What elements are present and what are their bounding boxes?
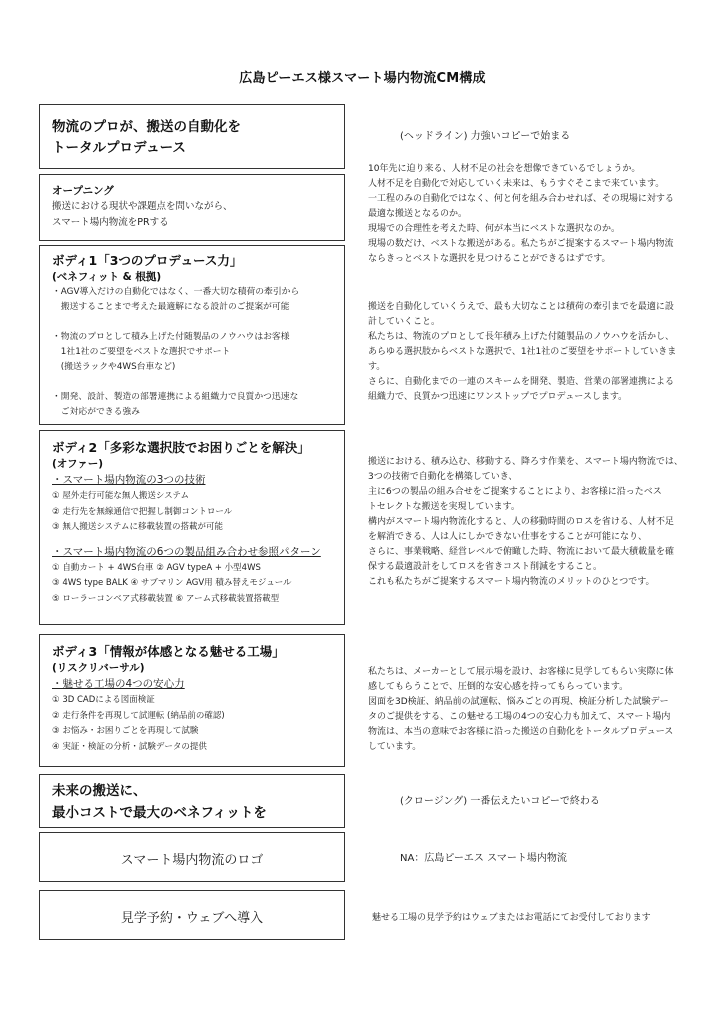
body1-subheading: (ベネフィット & 根拠) <box>52 271 162 283</box>
body3-box <box>39 634 345 767</box>
body1-points: ・AGV導入だけの自動化ではなく、一番大切な積荷の牽引から 搬送することまで考えた最適解になる設計のご提案が可能 ・物流のプロとして積み上げた付随製品のノウハウはお客様 1社1社のご要望をベストな選択でサポート (搬送ラックや4WS台車など) ・開発、設計、製造の部署連携による組織力で良質かつ迅速な ご対応ができる強み <box>52 287 300 417</box>
headline-box <box>39 104 345 169</box>
body3-subheading: (リスクリバーサル) <box>52 662 145 674</box>
body1-script: 搬送を自動化していくうえで、最も大切なことは積荷の牽引までを最適に設 計していくこと。 私たちは、物流のプロとして長年積み上げた付随製品のノウハウを活かし、 あらゆる選択肢からベストな選択で、1社1社のご要望をサポートしていきま す。 さらに、自動化までの一連のスキームを開発、製造、営業の部署連携による 組織力で、良質かつ迅速にワンストップでプロデュースします。 <box>368 302 677 402</box>
list-item: ③ お悩み・お困りごとを再現して試験 <box>52 726 199 736</box>
list-item: ① 3D CADによる図面検証 <box>52 695 155 705</box>
body2-tech-heading: ・スマート場内物流の3つの技術 <box>52 474 206 486</box>
closing-note: (クロージング) 一番伝えたいコピーで終わる <box>400 796 600 807</box>
body2-tech-list <box>52 489 321 536</box>
closing-copy: 未来の搬送に、 最小コストで最大のベネフィットを <box>52 783 267 821</box>
opening-box <box>39 174 345 241</box>
body2-box <box>39 430 345 625</box>
logo-label: スマート場内物流のロゴ <box>120 853 264 868</box>
document-title: 広島ピーエス様スマート場内物流CM構成 <box>239 71 486 86</box>
list-item: ③ 4WS type BALK ④ サブマリン AGV用 積み替えモジュール <box>52 578 292 588</box>
body1-box <box>39 245 345 425</box>
body1-heading: ボディ1「3つのプロデュース力」 <box>52 253 243 268</box>
body3-safety-list <box>52 693 285 755</box>
list-item: ⑤ ローラーコンベア式移載装置 ⑥ アーム式移載装置搭載型 <box>52 593 280 604</box>
logo-box <box>39 832 345 882</box>
list-item: ① 屋外走行可能な無人搬送システム <box>52 491 189 501</box>
closing-box <box>39 774 345 828</box>
body2-subheading: (オファー) <box>52 458 104 470</box>
body3-heading: ボディ3「情報が体感となる魅せる工場」 <box>52 644 285 659</box>
list-item: ① 自動カート + 4WS台車 ② AGV typeA + 小型4WS <box>52 562 261 573</box>
body2-combo-heading: ・スマート場内物流の6つの製品組み合わせ参照パターン <box>52 545 321 558</box>
opening-body: 搬送における現状や課題点を問いながら、 スマート場内物流をPRする <box>52 201 233 228</box>
body3-safety-heading: ・魅せる工場の4つの安心力 <box>52 678 185 690</box>
list-item: ④ 実証・検証の分析・試験データの提供 <box>52 741 207 752</box>
visit-label: 見学予約・ウェブへ導入 <box>120 911 264 926</box>
list-item: ③ 無人搬送システムに移載装置の搭載が可能 <box>52 522 223 532</box>
list-item: ② 走行先を無線通信で把握し制御コントロール <box>52 506 233 517</box>
body2-combo-list <box>52 561 321 608</box>
opening-heading: オープニング <box>52 185 114 197</box>
body2-heading: ボディ2「多彩な選択肢でお困りごとを解決」 <box>52 440 310 455</box>
visit-box <box>39 890 345 940</box>
body2-script: 搬送における、積み込む、移動する、降ろす作業を、スマート場内物流では、 3つの技術で自動化を構築していき、 主に6つの製品の組み合せをご提案することにより、お客様に沿ったベス トセレクトな搬送を実現しています。 構内がスマート場内物流化すると、人の移動時間のロスを省ける、人材不足 を解消できる、人は人にしかできない仕事をすることが可能になり、 さらに、事業戦略、経営レベルで俯瞰した時、物流において最大積載量を確 保する最適設計をしてロスを省きコスト削減をすること。 これも私たちがご提案するスマート場内物流のメリットのひとつです。 <box>368 457 683 587</box>
logo-narration: NA：広島ピーエス スマート場内物流 <box>400 853 567 864</box>
body3-script: 私たちは、メーカーとして展示場を設け、お客様に見学してもらい実際に体 感してもらうことで、圧倒的な安心感を持ってもらっています。 図面を3D検証、納品前の試運転、悩みごとの再現、検証分析した試験デー タのご提供をする、この魅せる工場の4つの安心力も加えて、スマート場内 物流は、本当の意味でお客様に沿った搬送の自動化をトータルプロデュース しています。 <box>368 667 674 752</box>
headline-copy: 物流のプロが、搬送の自動化を トータルプロデュース <box>52 119 241 156</box>
visit-note: 魅せる工場の見学予約はウェブまたはお電話にてお受付しております <box>372 913 651 923</box>
headline-note: (ヘッドライン) 力強いコピーで始まる <box>400 131 571 142</box>
list-item: ② 走行条件を再現して試運転 (納品前の確認) <box>52 710 225 721</box>
opening-script: 10年先に迫り来る、人材不足の社会を想像できているでしょうか。 人材不足を自動化で対応していく未来は、もうすぐそこまで来ています。 一工程のみの自動化ではなく、何と何を組み合わせれば、その現場に対する 最適な搬送となるのか。 現場での合理性を考えた時、何が本当にベストな選択なのか。 現場の数だけ、ベストな搬送がある。私たちがご提案するスマート場内物流 ならきっとベストな選択を見つけることができるはずです。 <box>368 164 674 264</box>
